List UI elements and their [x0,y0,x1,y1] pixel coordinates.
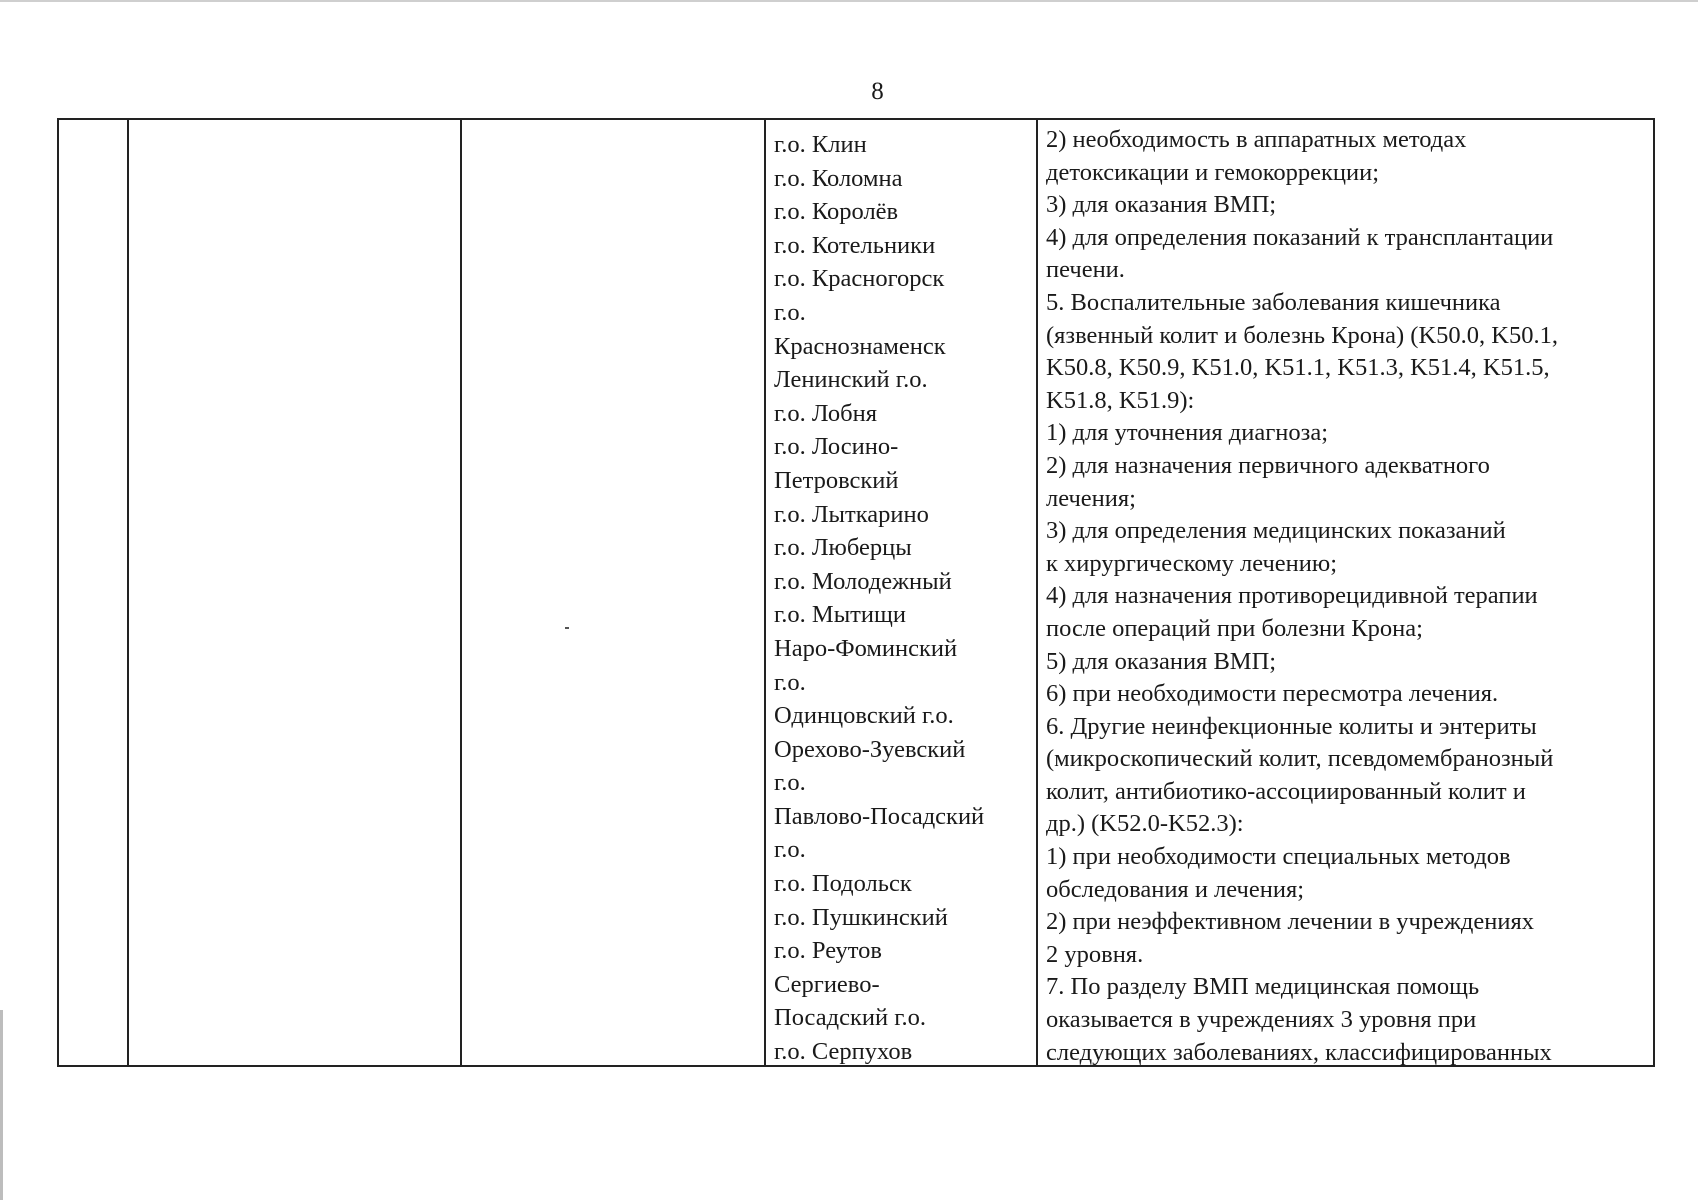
indication-line: 2) для назначения первичного адекватного [1046,451,1490,479]
scan-speck [565,627,569,629]
municipality-line: Краснознаменск [774,332,946,360]
indication-line: лечения; [1046,484,1136,512]
indication-line: K50.8, K50.9, K51.0, K51.1, K51.3, K51.4, K51.5, [1046,354,1550,382]
indication-line: детоксикации и гемокоррекции; [1046,158,1380,186]
indication-line: 6) при необходимости пересмотра лечения. [1046,680,1499,708]
municipality-line: г.о. Подольск [774,870,912,898]
municipality-line: Петровский [774,466,899,494]
indication-line: оказывается в учреждениях 3 уровня при [1046,1006,1477,1034]
table-cell-number [59,120,127,1065]
municipality-line: г.о. Королёв [774,198,899,226]
scan-edge-left [0,1010,3,1200]
indication-line: (микроскопический колит, псевдомембранозный [1046,745,1554,773]
indication-line: 7. По разделу ВМП медицинская помощь [1046,973,1480,1001]
indication-line: 2) необходимость в аппаратных методах [1046,126,1467,153]
municipality-line: г.о. Мытищи [774,601,906,629]
indication-line: 1) при необходимости специальных методов [1046,843,1511,871]
municipality-line: г.о. Люберцы [774,534,912,562]
indication-line: 3) для определения медицинских показаний [1046,517,1506,545]
indication-line: 3) для оказания ВМП; [1046,191,1277,219]
table-cell-column-2 [127,120,460,1065]
municipality-line: г.о. Лыткарино [774,500,929,528]
indication-line: K51.8, K51.9): [1046,386,1195,414]
municipality-line: Орехово-Зуевский [774,735,966,763]
table-cell-column-3 [460,120,764,1065]
indication-line: 5. Воспалительные заболевания кишечника [1046,288,1501,316]
municipality-line: г.о. Красногорск [774,265,945,293]
indication-line: следующих заболеваниях, классифицированных [1046,1038,1552,1065]
municipality-line: г.о. [774,298,806,326]
municipality-line: г.о. Лобня [774,399,878,427]
indication-line: 2) при неэффективном лечении в учреждениях [1046,908,1535,936]
municipality-line: г.о. [774,836,806,864]
municipality-line: г.о. Молодежный [774,567,952,595]
municipality-line: Ленинский г.о. [774,366,928,394]
indication-line: др.) (K52.0-K52.3): [1046,810,1244,838]
document-table [57,118,1655,1067]
indication-line: после операций при болезни Крона; [1046,614,1423,642]
municipality-line: г.о. Серпухов [774,1038,913,1065]
municipality-line: г.о. [774,668,806,696]
municipality-line: г.о. Пушкинский [774,903,948,931]
indication-line: к хирургическому лечению; [1046,549,1337,577]
indications-cell [1036,120,1657,1065]
municipality-line: г.о. Котельники [774,231,936,259]
scan-edge-top [0,0,1698,2]
municipality-line: г.о. Лосино- [774,433,899,461]
indication-line: 2 уровня. [1046,940,1144,968]
indication-line: обследования и лечения; [1046,875,1305,903]
municipality-line: г.о. Реутов [774,937,882,965]
municipality-line: Сергиево- [774,970,880,998]
indication-line: 6. Другие неинфекционные колиты и энтериты [1046,712,1537,740]
indication-line: 4) для назначения противорецидивной терапии [1046,582,1538,610]
municipality-line: Посадский г.о. [774,1004,926,1032]
indication-line: 5) для оказания ВМП; [1046,647,1277,675]
municipalities-cell [764,120,1036,1065]
municipality-line: г.о. Коломна [774,164,903,192]
municipality-line: Наро-Фоминский [774,634,958,662]
municipality-line: г.о. [774,769,806,797]
indication-line: 1) для уточнения диагноза; [1046,419,1329,447]
municipality-line: Одинцовский г.о. [774,702,954,730]
municipality-line: г.о. Клин [774,131,867,158]
indication-line: 4) для определения показаний к трансплантации [1046,223,1554,251]
indication-line: печени. [1046,256,1125,284]
municipality-line: Павлово-Посадский [774,802,985,830]
indication-line: (язвенный колит и болезнь Крона) (K50.0, K50.1, [1046,321,1558,349]
indication-line: колит, антибиотико-ассоциированный колит и [1046,777,1526,805]
page-number: 8 [871,78,884,105]
